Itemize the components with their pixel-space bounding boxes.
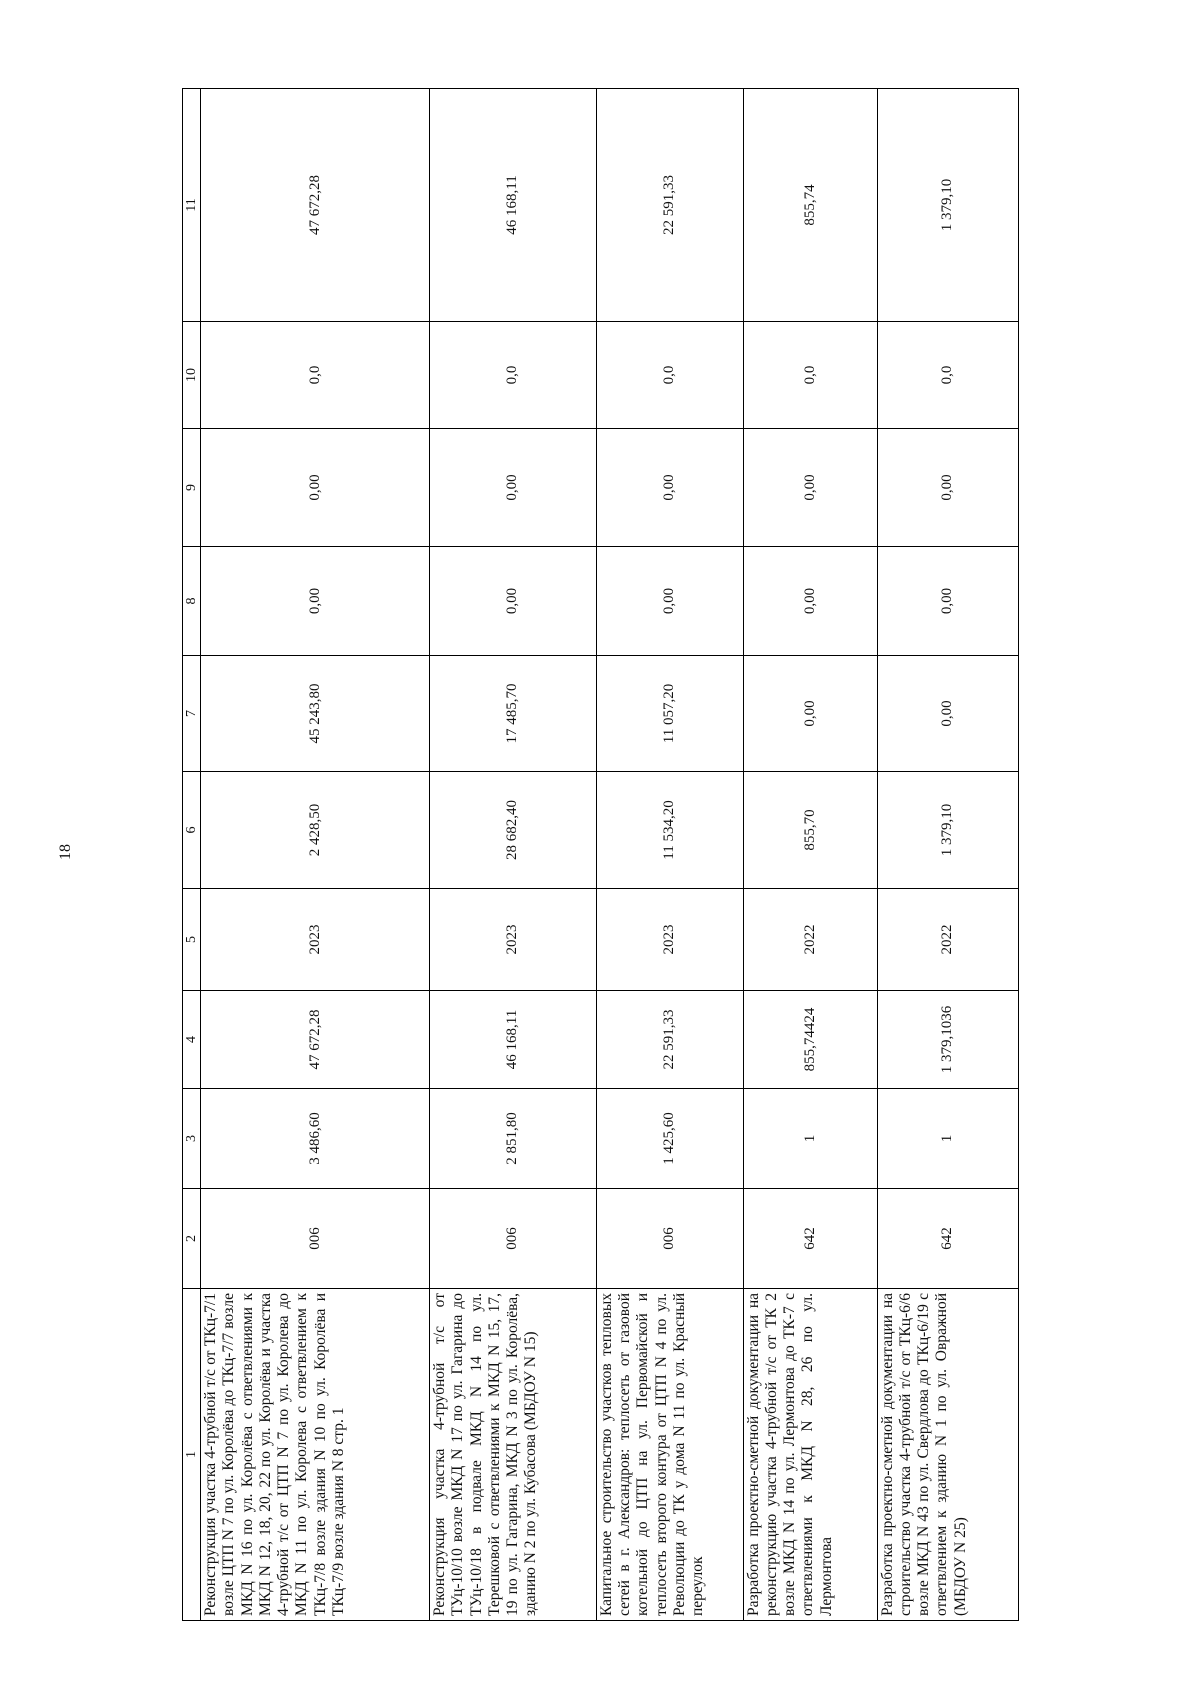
cell-col-10: 0,0: [201, 322, 430, 429]
row-name: Разработка проектно-сметной документации на строительство участка 4-трубной т/с от ТКц-6/6 возле МКД N 43 по ул. Свердлова до ТКц-6/19 с ответвлением к зданию N 1 по ул. Овражной (МБДОУ N 25): [877, 1289, 1018, 1621]
header-cell-5: 5: [183, 889, 201, 991]
cell-col-4: 855,74424: [743, 991, 877, 1089]
cell-col-11: 47 672,28: [201, 89, 430, 322]
cell-col-11: 855,74: [743, 89, 877, 322]
cell-col-2: 642: [877, 1189, 1018, 1289]
cell-col-3: 1 425,60: [596, 1089, 743, 1189]
cell-col-2: 642: [743, 1189, 877, 1289]
cell-col-10: 0,0: [430, 322, 597, 429]
cell-col-4: 22 591,33: [596, 991, 743, 1089]
cell-col-7: 0,00: [743, 656, 877, 772]
cell-col-4: 47 672,28: [201, 991, 430, 1089]
data-table: [182, 88, 1019, 1621]
header-cell-11: 11: [183, 89, 201, 322]
cell-col-5: 2022: [877, 889, 1018, 991]
cell-col-11: 1 379,10: [877, 89, 1018, 322]
cell-col-2: 006: [596, 1189, 743, 1289]
cell-col-8: 0,00: [430, 547, 597, 656]
cell-col-3: 3 486,60: [201, 1089, 430, 1189]
cell-col-6: 11 534,20: [596, 772, 743, 889]
table-row: [877, 89, 1018, 1621]
cell-col-10: 0,0: [596, 322, 743, 429]
cell-col-6: 2 428,50: [201, 772, 430, 889]
cell-col-11: 22 591,33: [596, 89, 743, 322]
cell-col-7: 0,00: [877, 656, 1018, 772]
row-name: Реконструкция участка 4-трубной т/с от ТУц-10/10 возле МКД N 17 по ул. Гагарина до ТУц-10/18 в подвале МКД N 14 по ул. Терешковой с ответвлениями к МКД N 15, 17, 19 по ул. Гагарина, МКД N 3 по ул. Королёва, зданию N 2 по ул. Кубасова (МБДОУ N 15): [430, 1289, 597, 1621]
cell-col-5: 2023: [201, 889, 430, 991]
page-number: 18: [57, 844, 74, 860]
cell-col-7: 11 057,20: [596, 656, 743, 772]
cell-col-5: 2023: [430, 889, 597, 991]
row-name: Капитальное строительство участков тепловых сетей в г. Александров: теплосеть от газовой котельной до ЦТП на ул. Первомайской и теплосеть второго контура от ЦТП N 4 по ул. Революции до ТК у дома N 11 по ул. Красный переулок: [596, 1289, 743, 1621]
cell-col-10: 0,0: [743, 322, 877, 429]
header-row: [183, 89, 201, 1621]
cell-col-9: 0,00: [743, 429, 877, 547]
cell-col-5: 2023: [596, 889, 743, 991]
table-row: [743, 89, 877, 1621]
cell-col-7: 45 243,80: [201, 656, 430, 772]
header-cell-2: 2: [183, 1189, 201, 1289]
header-cell-6: 6: [183, 772, 201, 889]
cell-col-6: 1 379,10: [877, 772, 1018, 889]
header-cell-7: 7: [183, 656, 201, 772]
cell-col-9: 0,00: [201, 429, 430, 547]
cell-col-8: 0,00: [877, 547, 1018, 656]
table-row: [430, 89, 597, 1621]
row-name: Разработка проектно-сметной документации на реконструкцию участка 4-трубной т/с от ТК 2 возле МКД N 14 по ул. Лермонтова до ТК-7 с ответвлениями к МКД N 28, 26 по ул. Лермонтова: [743, 1289, 877, 1621]
cell-col-6: 28 682,40: [430, 772, 597, 889]
cell-col-5: 2022: [743, 889, 877, 991]
rotated-table-container: [182, 89, 1019, 1621]
cell-col-10: 0,0: [877, 322, 1018, 429]
table-row: [596, 89, 743, 1621]
cell-col-3: 1: [743, 1089, 877, 1189]
cell-col-2: 006: [430, 1189, 597, 1289]
cell-col-8: 0,00: [201, 547, 430, 656]
cell-col-4: 1 379,1036: [877, 991, 1018, 1089]
cell-col-9: 0,00: [430, 429, 597, 547]
header-cell-4: 4: [183, 991, 201, 1089]
cell-col-11: 46 168,11: [430, 89, 597, 322]
cell-col-3: 1: [877, 1089, 1018, 1189]
cell-col-7: 17 485,70: [430, 656, 597, 772]
header-cell-10: 10: [183, 322, 201, 429]
header-cell-3: 3: [183, 1089, 201, 1189]
header-cell-9: 9: [183, 429, 201, 547]
header-cell-1: 1: [183, 1289, 201, 1621]
table-frame: [182, 89, 1019, 1621]
cell-col-9: 0,00: [877, 429, 1018, 547]
row-name: Реконструкция участка 4-трубной т/с от ТКц-7/1 возле ЦТП N 7 по ул. Королёва до ТКц-7/7 возле МКД N 16 по ул. Королёва с ответвлениями к МКД N 12, 18, 20, 22 по ул. Королёва и участка 4-трубной т/с от ЦТП N 7 по ул. Королева до МКД N 11 по ул. Королева с ответвлением к ТКц-7/8 возле здания N 10 по ул. Королёва и ТКц-7/9 возле здания N 8 стр. 1: [201, 1289, 430, 1621]
cell-col-6: 855,70: [743, 772, 877, 889]
header-cell-8: 8: [183, 547, 201, 656]
cell-col-8: 0,00: [743, 547, 877, 656]
table-row: [201, 89, 430, 1621]
cell-col-3: 2 851,80: [430, 1089, 597, 1189]
cell-col-2: 006: [201, 1189, 430, 1289]
cell-col-4: 46 168,11: [430, 991, 597, 1089]
cell-col-9: 0,00: [596, 429, 743, 547]
cell-col-8: 0,00: [596, 547, 743, 656]
